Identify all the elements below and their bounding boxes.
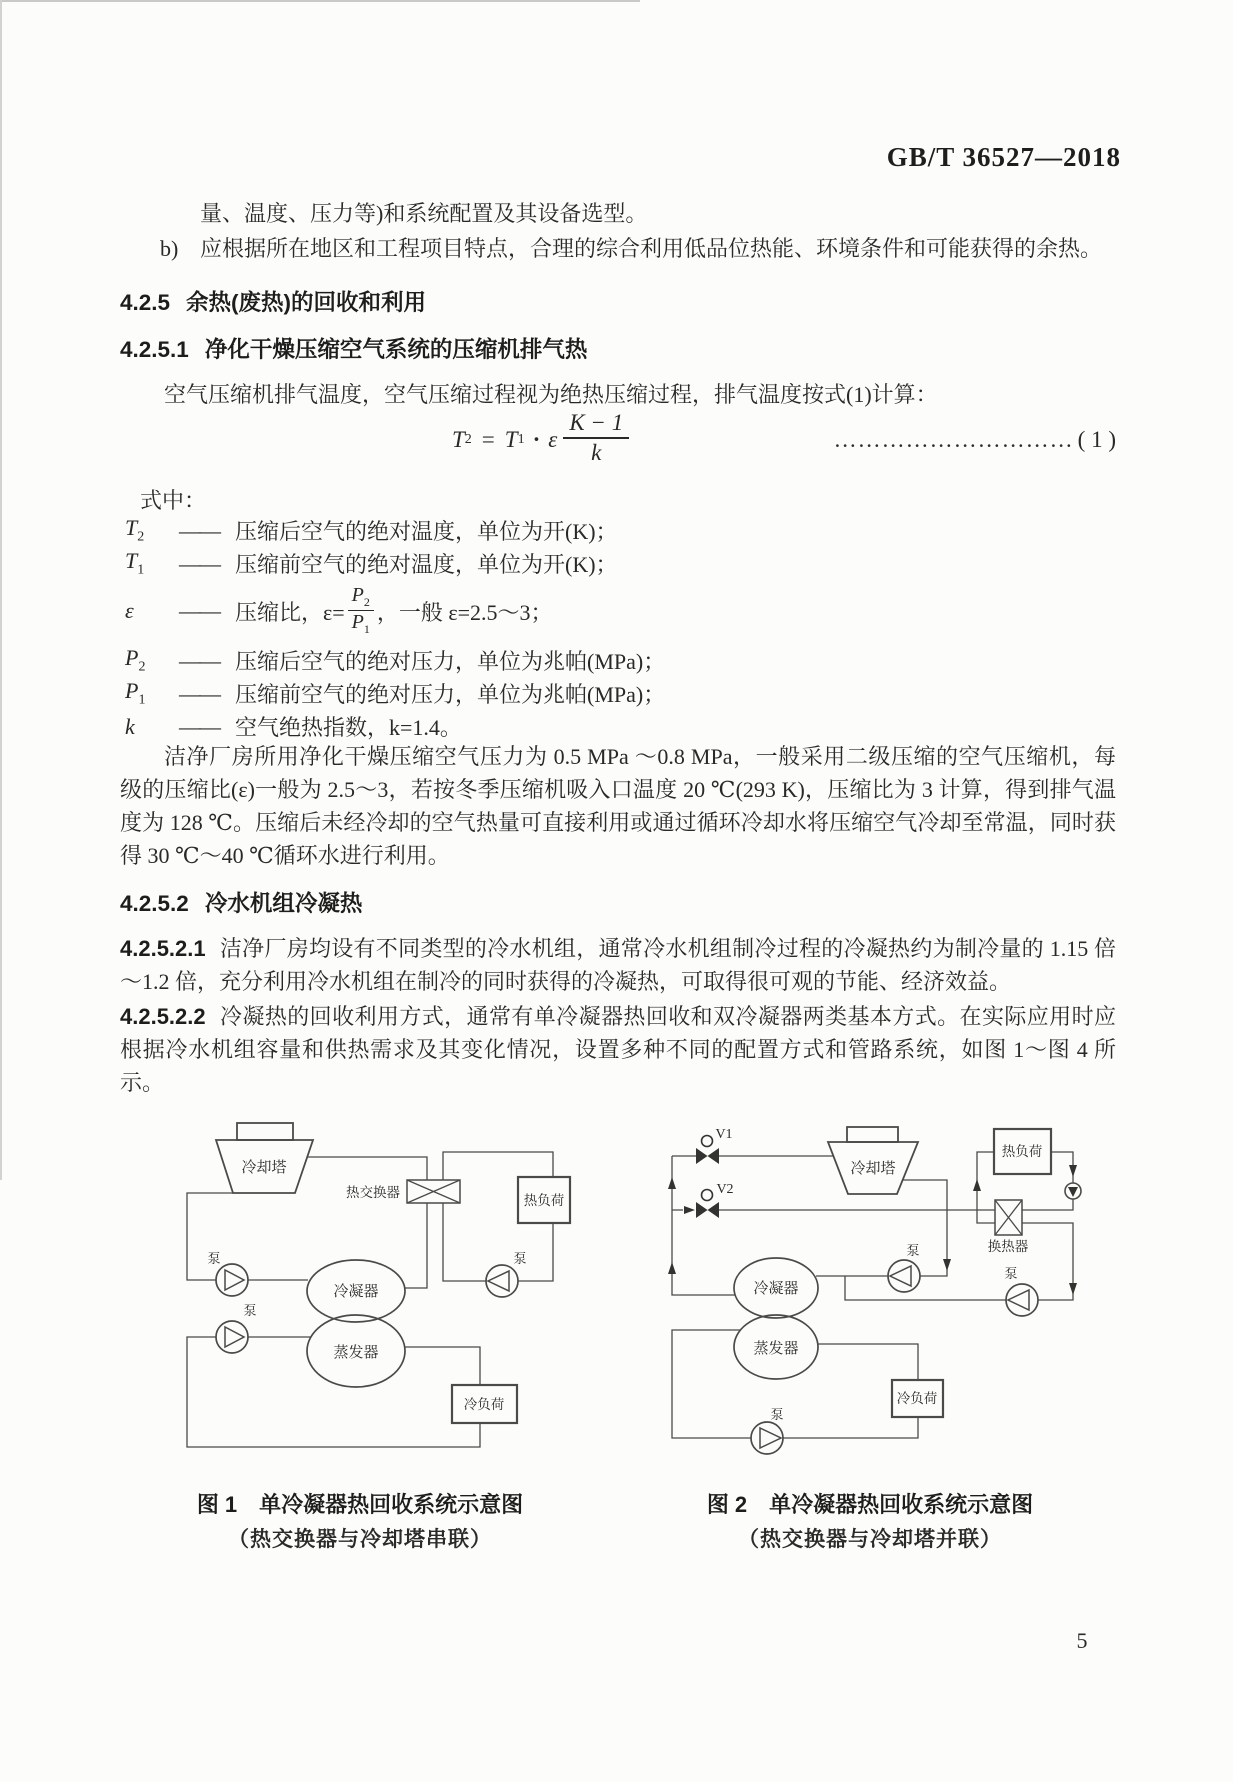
definition-symbol [125, 678, 179, 708]
formula-lead-paragraph: 空气压缩机排气温度，空气压缩过程视为绝热压缩过程，排气温度按式(1)计算： [164, 382, 938, 407]
fig2-pipe [818, 1344, 918, 1380]
fig2-tower-cap [847, 1127, 898, 1142]
p: P [351, 583, 364, 606]
fig2-flow-arrow-up [668, 1262, 676, 1274]
fig1-tower-label: 冷却塔 [241, 1160, 287, 1176]
fig2-pipe [672, 1330, 751, 1438]
sym: P [125, 678, 139, 704]
eq-frac-numerator: K − 1 [563, 410, 629, 439]
fig1-pump-label: 泵 [207, 1251, 221, 1266]
definition-symbol: k [125, 713, 135, 739]
fig2-heat-load-label: 热负荷 [1001, 1144, 1043, 1159]
sym: T [125, 515, 138, 541]
fig1-pump-triangle [225, 1327, 244, 1347]
fig1-pump-icon [486, 1265, 518, 1297]
fig2-tower-label: 冷却塔 [850, 1161, 896, 1177]
heading-number: 4.2.5 [120, 290, 171, 315]
fig2-valve-v1-icon [696, 1148, 719, 1164]
fig1-tower-cap [237, 1123, 293, 1140]
definition-text: 压缩后空气的绝对压力，单位为兆帕(MPa)； [235, 649, 666, 674]
continuation-line: 量、温度、压力等)和系统配置及其设备选型。 [200, 201, 648, 226]
heading-title: 冷水机组冷凝热 [204, 891, 363, 916]
fig2-pump-icon [1006, 1284, 1038, 1316]
paragraph-4-2-5-2-2 [120, 1000, 1116, 1099]
fig1-pipe [307, 1157, 427, 1180]
fig1-condenser-label: 冷凝器 [333, 1284, 379, 1300]
heading-title: 余热(废热)的回收和利用 [186, 290, 427, 315]
fig2-flow-arrow-down [1069, 1165, 1077, 1177]
definition-t2 [125, 515, 1115, 546]
definition-symbol [125, 548, 179, 578]
definition-text [235, 585, 553, 638]
sym-sub: 1 [138, 692, 146, 708]
figure-1-diagram [145, 1113, 575, 1463]
fig1-pump-label: 泵 [513, 1251, 527, 1266]
heading-4-2-5-1 [120, 332, 1116, 364]
heading-number: 4.2.5.2 [120, 891, 189, 916]
definition-dash: —— [179, 647, 219, 673]
definition-dash: —— [179, 598, 219, 623]
fig1-evaporator-label: 蒸发器 [333, 1345, 379, 1361]
fig2-hx-label: 换热器 [987, 1239, 1029, 1254]
frac-den [348, 611, 374, 637]
fig2-pipe [1022, 1152, 1073, 1210]
definition-k [125, 711, 1115, 742]
fig2-flow-arrow-up [973, 1179, 981, 1191]
fig1-cool-load-label: 冷负荷 [463, 1397, 505, 1412]
fig1-pipe [443, 1152, 553, 1180]
p: P [351, 610, 364, 633]
definition-dash: —— [179, 713, 219, 739]
fig1-pipe [443, 1203, 486, 1281]
sym: P [125, 645, 139, 671]
epsilon-fraction [348, 584, 374, 637]
paragraph-4-2-5-2-1 [120, 932, 1116, 998]
fig1-pump-label: 泵 [243, 1303, 257, 1318]
fig2-pump-icon [888, 1260, 920, 1292]
fig1-pump-triangle [488, 1271, 509, 1291]
p-sub: 2 [363, 594, 370, 609]
fig2-pump-label: 泵 [1004, 1266, 1018, 1281]
definition-text: 压缩后空气的绝对温度，单位为开(K)； [235, 519, 618, 544]
sym-sub: 2 [138, 659, 146, 675]
fig2-pump-label: 泵 [770, 1407, 784, 1422]
fig1-pipe [187, 1193, 233, 1280]
equation-number: ( 1 ) [1077, 427, 1116, 452]
definition-symbol: ε [125, 598, 134, 623]
fig2-flow-arrow-up [668, 1177, 676, 1189]
heading-4-2-5-2 [120, 886, 1116, 918]
fig2-flow-arrow-down [1069, 1283, 1077, 1295]
fig1-pump-triangle [225, 1270, 244, 1290]
equation-1 [120, 408, 1116, 472]
paragraph-number: 4.2.5.2.1 [120, 936, 206, 961]
definition-dash: —— [179, 680, 219, 706]
eq-epsilon: ε [548, 427, 558, 452]
scan-edge-left [0, 0, 2, 1180]
sym-sub: 2 [137, 529, 145, 545]
paragraph-text: 冷凝热的回收利用方式，通常有单冷凝器热回收和双冷凝器两类基本方式。在实际应用时应根据冷水机组容量和供热需求及其变化情况，设置多种不同的配置方式和管路系统，如图 1～图 4 所示。 [120, 1004, 1116, 1095]
list-item-b-label: b) [160, 236, 179, 261]
list-item-b [120, 232, 1116, 265]
eq-exponent-fraction [563, 410, 629, 466]
definition-text: 压缩前空气的绝对温度，单位为开(K)； [235, 552, 618, 577]
definition-dash: —— [179, 550, 219, 576]
fig1-pipe [405, 1203, 427, 1288]
fig2-valve-v2-actuator [702, 1190, 713, 1201]
eq-rhs-sub: 1 [517, 432, 525, 447]
fig2-pump-icon [751, 1422, 783, 1454]
fig2-valve-v2-icon [696, 1202, 719, 1218]
eq-frac-denominator: k [591, 440, 602, 465]
eq-lhs-var: T [452, 427, 465, 452]
fig2-pipe [783, 1417, 918, 1438]
fig2-pipe [845, 1276, 1006, 1300]
definition-text: 空气绝热指数，k=1.4。 [235, 715, 462, 740]
fig2-v2-label: V2 [716, 1182, 734, 1197]
fig2-pump-triangle [1008, 1290, 1029, 1310]
fig1-heat-load-label: 热负荷 [523, 1193, 565, 1208]
eq-dot-operator: · [532, 427, 541, 452]
fig2-v1-label: V1 [715, 1127, 733, 1142]
fig2-flow-arrow-down [943, 1259, 951, 1271]
epsilon-pre: 压缩比，ε= [235, 599, 345, 625]
heading-title: 净化干燥压缩空气系统的压缩机排气热 [204, 337, 588, 362]
paragraph-text: 洁净厂房均设有不同类型的冷水机组，通常冷水机组制冷过程的冷凝热约为制冷量的 1.15 倍～1.2 倍，充分利用冷水机组在制冷的同时获得的冷凝热，可取得很可观的节能、经济效益。 [120, 936, 1116, 994]
fig1-heat-exchanger-x [407, 1180, 460, 1203]
figure-2-subcaption: （热交换器与冷却塔并联） [738, 1527, 1002, 1551]
definition-text: 压缩前空气的绝对压力，单位为兆帕(MPa)； [235, 682, 666, 707]
paragraph-4-2-5-1: 洁净厂房所用净化干燥压缩空气压力为 0.5 MPa ～0.8 MPa，一般采用二级压缩的空气压缩机，每级的压缩比(ε)一般为 2.5～3，若按冬季压缩机吸入口温度 20 ℃(293 K)，压缩比为 3 计算，得到排气温度为 128 ℃。压缩后未经冷却的空气热量可直接利用或通过循环冷却水将压缩空气冷却至常温，同时获得 30 ℃～40 ℃循环水进行利用。 [120, 744, 1116, 868]
fig2-evaporator-label: 蒸发器 [753, 1341, 799, 1357]
list-item-b-text: 应根据所在地区和工程项目特点，合理的综合利用低品位热能、环境条件和可能获得的余热。 [200, 236, 1103, 261]
standard-number-header: GB/T 36527—2018 [886, 142, 1121, 172]
fig1-pipe [405, 1347, 480, 1385]
figure-1-caption: 图 1 单冷凝器热回收系统示意图 [196, 1492, 524, 1517]
fig2-pump-triangle [890, 1266, 911, 1286]
where-label: 式中： [140, 488, 207, 513]
definition-epsilon [125, 583, 1115, 639]
definition-symbol [125, 645, 179, 675]
definition-t1 [125, 548, 1115, 579]
p-sub: 1 [363, 621, 370, 636]
eq-equals: = [481, 427, 495, 452]
sym: T [125, 548, 138, 574]
fig2-valve-v1-actuator [702, 1136, 713, 1147]
fig2-pipe [672, 1156, 735, 1295]
eq-rhs-var: T [504, 427, 518, 452]
figure-1-subcaption: （热交换器与冷却塔串联） [228, 1527, 492, 1551]
fig2-pump-triangle [760, 1428, 781, 1448]
equation-expression [452, 412, 629, 468]
fig2-pipe [1022, 1223, 1073, 1300]
fig2-small-pump-triangle [1068, 1187, 1078, 1197]
definition-p2 [125, 645, 1115, 676]
figure-2-diagram [650, 1113, 1090, 1463]
fig2-cool-load-label: 冷负荷 [896, 1391, 938, 1406]
paragraph-number: 4.2.5.2.2 [120, 1004, 206, 1029]
fig2-heat-exchanger-x [995, 1200, 1022, 1235]
heading-4-2-5 [120, 285, 1116, 317]
eq-lhs-sub: 2 [464, 432, 472, 447]
fig1-hx-label: 热交换器 [346, 1185, 400, 1200]
definition-symbol [125, 515, 179, 545]
definition-p1 [125, 678, 1115, 709]
fig2-pump-label: 泵 [906, 1243, 920, 1258]
equation-dot-leader: ………………………… [833, 427, 1074, 452]
page-number: 5 [1076, 1628, 1088, 1653]
fig2-flow-arrow-right [684, 1206, 695, 1214]
fig2-condenser-label: 冷凝器 [753, 1281, 799, 1297]
scan-edge-top [0, 0, 640, 2]
definition-dash: —— [179, 517, 219, 543]
figure-2-caption: 图 2 单冷凝器热回收系统示意图 [706, 1492, 1034, 1517]
heading-number: 4.2.5.1 [120, 337, 189, 362]
sym-sub: 1 [137, 562, 145, 578]
epsilon-post: ，一般 ε=2.5～3； [376, 599, 553, 625]
frac-num [348, 584, 374, 611]
